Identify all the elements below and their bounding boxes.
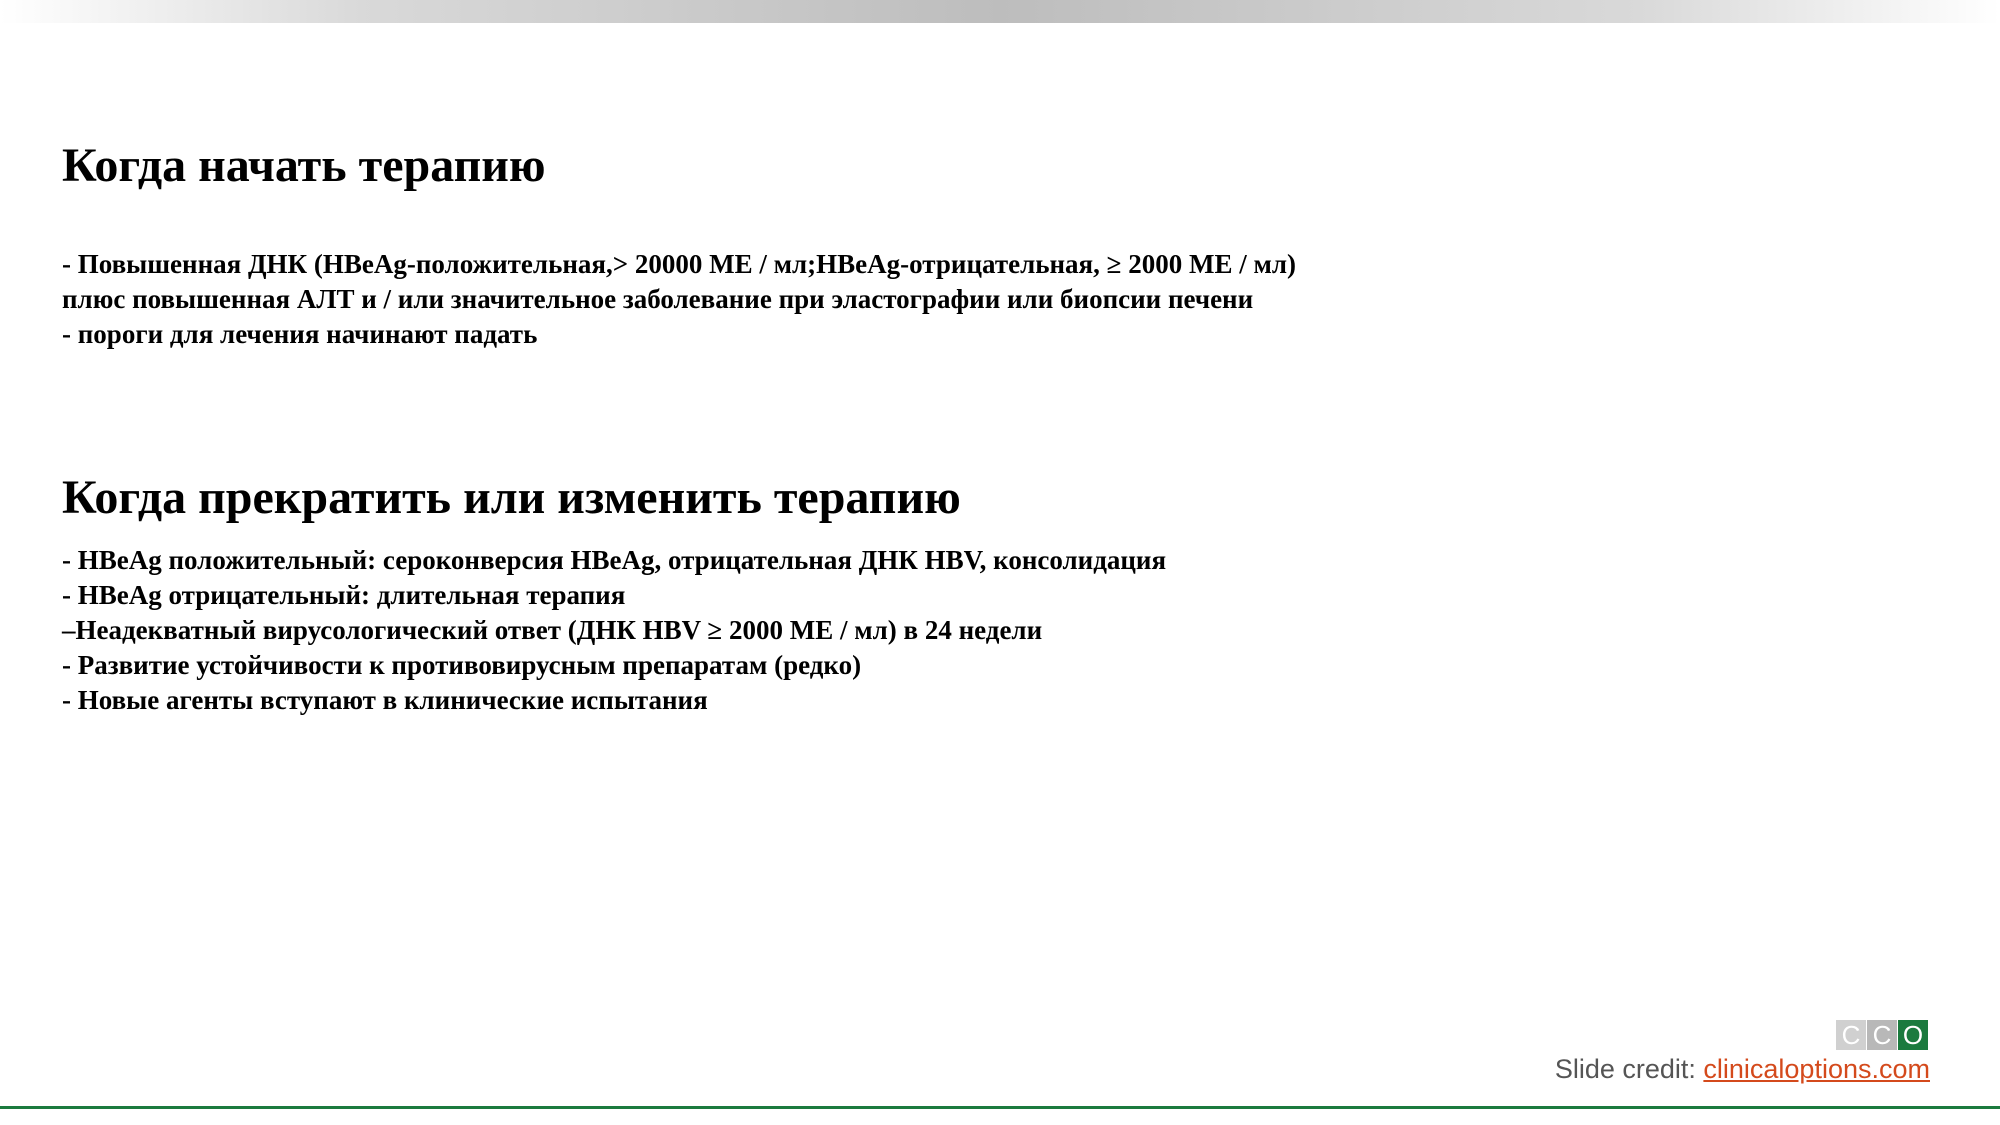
stop-criteria-line: - Новые агенты вступают в клинические испытания: [62, 685, 708, 715]
stop-criteria-line: - HBeAg отрицательный: длительная терапия: [62, 580, 626, 610]
start-criteria-list: [62, 247, 1296, 352]
section-title-start: Когда начать терапию: [62, 139, 546, 192]
cco-logo-letter: C: [1836, 1020, 1866, 1050]
top-gradient-bar: [0, 0, 2000, 23]
bottom-rule: [0, 1106, 2000, 1109]
cco-logo: [1836, 1020, 1928, 1050]
start-criteria-line: - пороги для лечения начинают падать: [62, 319, 538, 349]
stop-criteria-line: - Развитие устойчивости к противовирусным препаратам (редко): [62, 650, 862, 680]
clinicaloptions-link[interactable]: clinicaloptions.com: [1703, 1054, 1930, 1084]
stop-criteria-list: [62, 543, 1166, 718]
slide-credit: [1555, 1052, 1930, 1086]
section-when-to-start: [62, 138, 1296, 352]
slide-credit-label: Slide credit:: [1554, 1054, 1704, 1084]
section-when-to-stop: [62, 470, 1166, 718]
stop-criteria-line: –Неадекватный вирусологический ответ (ДНК HBV ≥ 2000 МЕ / мл) в 24 недели: [62, 615, 1043, 645]
cco-logo-letter: O: [1898, 1020, 1928, 1050]
stop-criteria-line: - HBeAg положительный: сероконверсия HBeAg, отрицательная ДНК HBV, консолидация: [62, 545, 1167, 575]
section-title-stop: Когда прекратить или изменить терапию: [62, 471, 961, 524]
start-criteria-line: - Повышенная ДНК (HBeAg-положительная,> 20000 МЕ / мл;HBeAg-отрицательная, ≥ 2000 МЕ / мл): [62, 249, 1296, 279]
start-criteria-line: плюс повышенная АЛТ и / или значительное заболевание при эластографии или биопсии печени: [62, 284, 1254, 314]
cco-logo-letter: C: [1867, 1020, 1897, 1050]
